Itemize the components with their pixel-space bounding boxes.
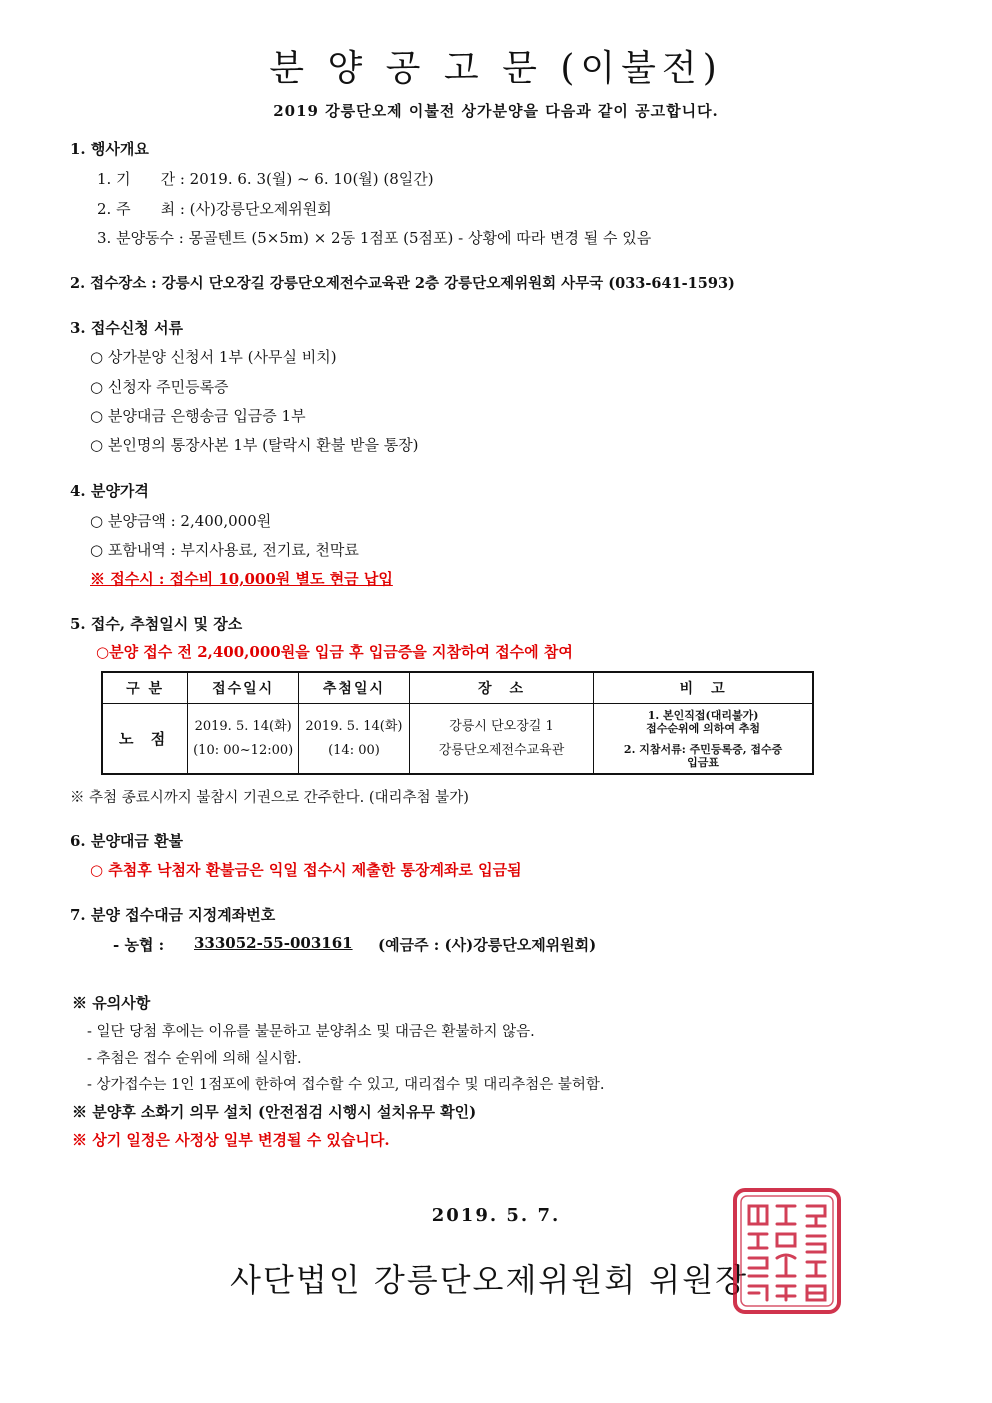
table-cell-draw — [299, 704, 410, 775]
table-header-cell: 비 고 — [594, 672, 813, 704]
document-title: 분 양 공 고 문 (이불전) — [269, 48, 723, 89]
section-1-item: 3. 분양동수 : 몽골텐트 (5×5m) × 2동 1점포 (5점포) - 상황에 따라 변경 될 수 있음 — [97, 229, 652, 247]
signature-line: 사단법인 강릉단오제위원회 위원장 — [230, 1261, 749, 1299]
deposit-notice: ○분양 접수 전 2,400,000원을 입금 후 입금증을 지참하여 접수에 참여 — [96, 643, 573, 661]
place-line: 강릉시 단오장길 1 — [449, 718, 554, 734]
section-4-item: ○ 포함내역 : 부지사용료, 전기료, 천막료 — [90, 541, 359, 559]
section-3-item: ○ 신청자 주민등록증 — [90, 378, 229, 396]
draw-footnote: ※ 추첨 종료시까지 불참시 기권으로 간주한다. (대리추첨 불가) — [70, 790, 469, 806]
account-number: 333052-55-003161 — [194, 934, 353, 952]
table-cell-place — [409, 704, 593, 775]
section-3-item: ○ 분양대금 은행송금 입금증 1부 — [90, 407, 306, 425]
caution-item: - 추첨은 접수 순위에 의해 실시함. — [87, 1051, 302, 1067]
cautions-heading: ※ 유의사항 — [72, 994, 151, 1012]
note-line: 접수순위에 의하여 추첨 — [646, 721, 761, 735]
draw-time: (14: 00) — [328, 742, 380, 758]
section-1-item: 1. 기 간 : 2019. 6. 3(월) ~ 6. 10(월) (8일간) — [97, 170, 434, 188]
official-seal-icon — [731, 1186, 843, 1316]
section-5-heading: 5. 접수, 추첨일시 및 장소 — [70, 615, 243, 633]
table-row — [102, 704, 813, 775]
extinguisher-notice: ※ 분양후 소화기 의무 설치 (안전점검 시행시 설치유무 확인) — [72, 1103, 477, 1121]
issue-date: 2019. 5. 7. — [431, 1205, 561, 1226]
section-3-item: ○ 상가분양 신청서 1부 (사무실 비치) — [90, 348, 337, 366]
schedule-table — [101, 671, 814, 775]
schedule-change-notice: ※ 상기 일정은 사정상 일부 변경될 수 있습니다. — [72, 1131, 390, 1149]
section-4-item: ○ 분양금액 : 2,400,000원 — [90, 512, 272, 530]
receipt-fee-notice: ※ 접수시 : 접수비 10,000원 별도 현금 납입 — [90, 570, 393, 588]
table-cell-note — [594, 704, 813, 775]
table-header-cell: 접수일시 — [188, 672, 299, 704]
section-1-item: 2. 주 최 : (사)강릉단오제위원회 — [97, 200, 332, 218]
section-7-heading: 7. 분양 접수대금 지정계좌번호 — [70, 906, 276, 924]
place-line: 강릉단오제전수교육관 — [438, 742, 565, 758]
draw-date: 2019. 5. 14(화) — [305, 718, 403, 734]
section-6-heading: 6. 분양대금 환불 — [70, 832, 184, 850]
section-1-heading: 1. 행사개요 — [70, 140, 149, 158]
account-holder: (예금주 : (사)강릉단오제위원회) — [378, 936, 597, 954]
section-3-heading: 3. 접수신청 서류 — [70, 319, 184, 337]
bank-label: - 농협 : — [113, 936, 165, 954]
note-line: 2. 지참서류: 주민등록증, 접수증 — [623, 742, 783, 756]
caution-item: - 상가접수는 1인 1점포에 한하여 접수할 수 있고, 대리접수 및 대리추첨은 불허함. — [87, 1077, 605, 1093]
table-cell-category: 노 점 — [102, 704, 188, 775]
receipt-time: (10: 00~12:00) — [193, 742, 294, 758]
table-cell-receipt — [188, 704, 299, 775]
section-2-heading: 2. 접수장소 : 강릉시 단오장길 강릉단오제전수교육관 2층 강릉단오제위원회 사무국 (033-641-1593) — [70, 275, 735, 292]
receipt-date: 2019. 5. 14(화) — [194, 718, 292, 734]
note-line: 입금표 — [687, 755, 720, 769]
table-header-row — [102, 672, 813, 704]
section-4-heading: 4. 분양가격 — [70, 482, 149, 500]
note-line: 1. 본인직접(대리불가) — [647, 708, 759, 722]
table-header-cell: 추첨일시 — [299, 672, 410, 704]
caution-item: - 일단 당첨 후에는 이유를 불문하고 분양취소 및 대금은 환불하지 않음. — [87, 1024, 535, 1040]
refund-notice: ○ 추첨후 낙첨자 환불금은 익일 접수시 제출한 통장계좌로 입금됨 — [90, 861, 522, 879]
section-3-item: ○ 본인명의 통장사본 1부 (탈락시 환불 받을 통장) — [90, 436, 419, 454]
table-header-cell: 구 분 — [102, 672, 188, 704]
document-subtitle: 2019 강릉단오제 이불전 상가분양을 다음과 같이 공고합니다. — [273, 102, 719, 120]
table-header-cell: 장 소 — [409, 672, 593, 704]
